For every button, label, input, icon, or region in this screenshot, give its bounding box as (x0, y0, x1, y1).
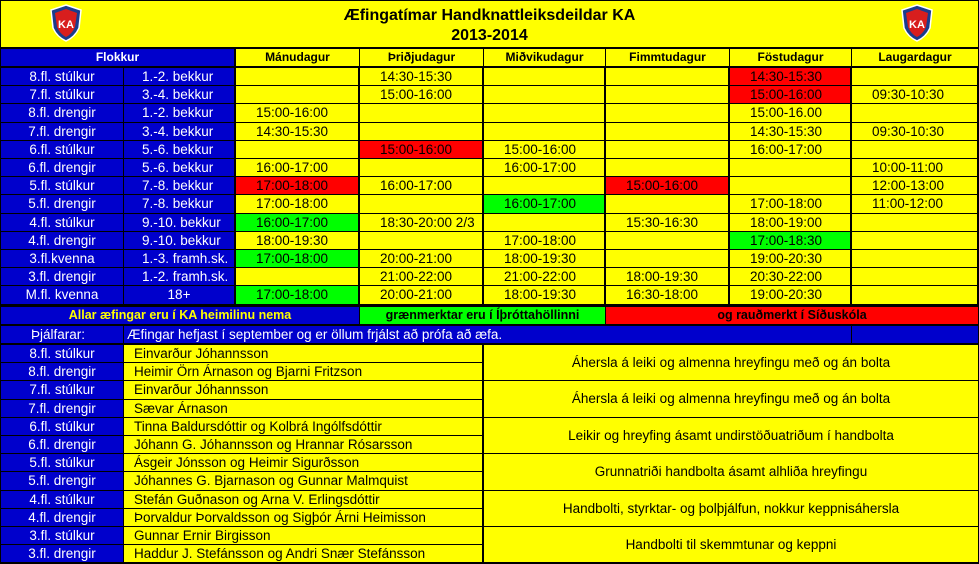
legend-blue (1, 307, 359, 324)
coach-name: Tinna Baldursdóttir og Kolbrá Ingólfsdóttir (124, 418, 482, 435)
coach-flokkur: 6.fl. drengir (1, 436, 123, 453)
schedule-cell (852, 268, 977, 285)
legend-green (360, 307, 605, 324)
row-bekkur: 1.-2. framh.sk. (124, 268, 234, 285)
coach-flokkur: 3.fl. stúlkur (1, 527, 123, 544)
coaches-note-end (852, 326, 978, 343)
coach-name: Jóhannes G. Bjarnason og Gunnar Malmquist (124, 472, 482, 490)
schedule-cell (484, 104, 604, 122)
schedule-cell (236, 68, 358, 85)
row-flokkur: 4.fl. drengir (1, 232, 123, 249)
schedule-cell (852, 250, 977, 267)
coach-name: Haddur J. Stefánsson og Andri Snær Stefánsson (124, 545, 482, 562)
coach-name: Gunnar Ernir Birgisson (124, 527, 482, 544)
row-bekkur: 1.-2. bekkur (124, 104, 234, 122)
schedule-cell (606, 195, 728, 213)
row-flokkur: 3.fl.kvenna (1, 250, 123, 267)
coach-flokkur: 7.fl. stúlkur (1, 381, 123, 399)
schedule-cell: 19:00-20:30 (730, 286, 850, 304)
row-flokkur: 7.fl. stúlkur (1, 86, 123, 103)
coach-flokkur: 3.fl. drengir (1, 545, 123, 562)
schedule-cell: 10:00-11:00 (852, 159, 977, 176)
coach-flokkur: 4.fl. drengir (1, 509, 123, 526)
schedule-cell: 14:30-15:30 (730, 123, 850, 140)
schedule-cell: 09:30-10:30 (852, 86, 977, 103)
coaches-header-label (1, 326, 123, 343)
schedule-cell (360, 195, 482, 213)
row-flokkur: 5.fl. stúlkur (1, 177, 123, 194)
schedule-cell: 14:30-15:30 (236, 123, 358, 140)
row-bekkur: 3.-4. bekkur (124, 123, 234, 140)
schedule-cell (360, 104, 482, 122)
schedule-cell: 17:00-18:00 (236, 195, 358, 213)
schedule-cell: 14:30-15:30 (730, 68, 850, 85)
schedule-cell: 19:00-20:30 (730, 250, 850, 267)
schedule-cell: 12:00-13:00 (852, 177, 977, 194)
schedule-cell: 18:00-19:00 (730, 214, 850, 231)
row-flokkur: 8.fl. stúlkur (1, 68, 123, 85)
schedule-cell: 15:00-16:00 (606, 177, 728, 194)
coach-flokkur: 8.fl. stúlkur (1, 345, 123, 362)
header-day-5: Föstudagur (730, 49, 851, 66)
schedule-cell: 18:00-19:30 (484, 286, 604, 304)
row-bekkur: 1.-2. bekkur (124, 68, 234, 85)
coach-name: Einvarður Jóhannsson (124, 345, 482, 362)
schedule-cell (236, 141, 358, 158)
schedule-cell (606, 250, 728, 267)
row-bekkur: 9.-10. bekkur (124, 232, 234, 249)
coach-name: Stefán Guðnason og Arna V. Erlingsdóttir (124, 491, 482, 508)
coaches-note (124, 326, 851, 343)
schedule-cell: 18:00-19:30 (236, 232, 358, 249)
schedule-cell (852, 104, 977, 122)
schedule-cell: 16:00-17:00 (484, 159, 604, 176)
row-bekkur: 3.-4. bekkur (124, 86, 234, 103)
coaches-label: Þjálfarar: (31, 327, 86, 342)
schedule-cell: 15:00-16:00 (360, 86, 482, 103)
schedule-cell: 17:00-18:00 (236, 250, 358, 267)
legend-red (606, 307, 978, 324)
schedule-cell: 16:00-17:00 (730, 141, 850, 158)
schedule-cell: 15:00-16:00 (484, 141, 604, 158)
schedule-cell (236, 86, 358, 103)
schedule-cell: 18:00-19:30 (484, 250, 604, 267)
schedule-cell (484, 177, 604, 194)
schedule-cell (606, 123, 728, 140)
focus-description: Handbolti til skemmtunar og keppni (484, 527, 978, 562)
schedule-cell: 17:00-18:00 (730, 195, 850, 213)
season-label: 2013-2014 (451, 27, 528, 44)
schedule-cell (606, 86, 728, 103)
schedule-cell: 16:30-18:00 (606, 286, 728, 304)
schedule-cell (606, 141, 728, 158)
row-bekkur: 18+ (124, 286, 234, 304)
schedule-cell (606, 232, 728, 249)
legend-blue-text: Allar æfingar eru í KA heimilinu nema (68, 308, 292, 322)
header-day-1: Mánudagur (236, 49, 359, 66)
schedule-cell: 20:00-21:00 (360, 250, 482, 267)
coach-flokkur: 5.fl. stúlkur (1, 454, 123, 471)
row-bekkur: 5.-6. bekkur (124, 141, 234, 158)
schedule-cell (484, 68, 604, 85)
coach-flokkur: 4.fl. stúlkur (1, 491, 123, 508)
coach-name: Jóhann G. Jóhannsson og Hrannar Rósarsson (124, 436, 482, 453)
focus-description: Handbolti, styrktar- og þolþjálfun, nokkur keppnisáhersla (484, 491, 978, 526)
schedule-cell (236, 268, 358, 285)
legend-green-text: grænmerktar eru í Íþróttahöllinni (385, 308, 580, 322)
schedule-cell: 17:00-18:30 (730, 232, 850, 249)
schedule-cell: 18:00-19:30 (606, 268, 728, 285)
schedule-cell: 14:30-15:30 (360, 68, 482, 85)
row-flokkur: 7.fl. drengir (1, 123, 123, 140)
schedule-cell (852, 68, 977, 85)
header-day-4: Fimmtudagur (606, 49, 729, 66)
focus-description: Grunnatriði handbolta ásamt alhliða hreyfingu (484, 454, 978, 490)
schedule-cell (360, 159, 482, 176)
row-flokkur: 6.fl. drengir (1, 159, 123, 176)
schedule-cell (852, 214, 977, 231)
schedule-cell: 20:30-22:00 (730, 268, 850, 285)
schedule-cell: 21:00-22:00 (484, 268, 604, 285)
schedule-cell: 16:00-17:00 (484, 195, 604, 213)
row-flokkur: 6.fl. stúlkur (1, 141, 123, 158)
row-flokkur: M.fl. kvenna (1, 286, 123, 304)
schedule-cell (730, 159, 850, 176)
header-flokkur: Flokkur (1, 49, 234, 66)
focus-description: Áhersla á leiki og almenna hreyfingu með og án bolta (484, 345, 978, 380)
schedule-cell: 15:00-16:00 (730, 86, 850, 103)
coach-name: Heimir Örn Árnason og Bjarni Fritzson (124, 363, 482, 380)
schedule-cell: 15:30-16:30 (606, 214, 728, 231)
schedule-cell: 18:30-20:00 2/3 (360, 214, 482, 231)
schedule-cell (484, 123, 604, 140)
schedule-cell (360, 232, 482, 249)
schedule-cell: 17:00-18:00 (236, 286, 358, 304)
coach-flokkur: 6.fl. stúlkur (1, 418, 123, 435)
coach-name: Ásgeir Jónsson og Heimir Sigurðsson (124, 454, 482, 471)
schedule-cell: 16:00-17:00 (236, 159, 358, 176)
schedule-cell (606, 159, 728, 176)
coach-name: Sævar Árnason (124, 400, 482, 417)
schedule-cell: 16:00-17:00 (236, 214, 358, 231)
logo-text: KA (909, 19, 925, 31)
note-text: Æfingar hefjast í september og er öllum frjálst að prófa að æfa. (127, 327, 503, 342)
schedule-cell (606, 68, 728, 85)
row-bekkur: 9.-10. bekkur (124, 214, 234, 231)
focus-description: Áhersla á leiki og almenna hreyfingu með og án bolta (484, 381, 978, 417)
schedule-cell (852, 141, 977, 158)
legend-red-text: og rauðmerkt í Síðuskóla (717, 308, 867, 322)
schedule-cell: 16:00-17:00 (360, 177, 482, 194)
schedule-cell: 15:00-16:00 (360, 141, 482, 158)
ka-logo-left (50, 4, 82, 42)
schedule-cell (606, 104, 728, 122)
row-flokkur: 4.fl. stúlkur (1, 214, 123, 231)
schedule-cell: 21:00-22:00 (360, 268, 482, 285)
coach-name: Einvarður Jóhannsson (124, 381, 482, 399)
ka-logo-right (901, 4, 933, 42)
header-day-2: Þriðjudagur (360, 49, 483, 66)
page-title: Æfingatímar Handknattleiksdeildar KA (343, 7, 636, 24)
schedule-cell: 15:00-16.00 (730, 104, 850, 122)
schedule-cell: 09:30-10:30 (852, 123, 977, 140)
row-bekkur: 5.-6. bekkur (124, 159, 234, 176)
header-day-3: Miðvikudagur (484, 49, 605, 66)
schedule-cell: 20:00-21:00 (360, 286, 482, 304)
row-flokkur: 8.fl. drengir (1, 104, 123, 122)
schedule-cell: 17:00-18:00 (484, 232, 604, 249)
schedule-cell (484, 86, 604, 103)
schedule-cell: 15:00-16:00 (236, 104, 358, 122)
schedule-cell: 17:00-18:00 (236, 177, 358, 194)
logo-text: KA (58, 19, 74, 31)
row-bekkur: 1.-3. framh.sk. (124, 250, 234, 267)
focus-description: Leikir og hreyfing ásamt undirstöðuatriðum í handbolta (484, 418, 978, 453)
schedule-cell (360, 123, 482, 140)
coach-flokkur: 8.fl. drengir (1, 363, 123, 380)
row-bekkur: 7.-8. bekkur (124, 195, 234, 213)
title-banner (1, 1, 978, 47)
row-flokkur: 5.fl. drengir (1, 195, 123, 213)
schedule-cell (852, 232, 977, 249)
schedule-cell (852, 286, 977, 304)
coach-flokkur: 7.fl. drengir (1, 400, 123, 417)
schedule-cell (484, 214, 604, 231)
coach-name: Þorvaldur Þorvaldsson og Sigþór Árni Heimisson (124, 509, 482, 526)
header-day-6: Laugardagur (852, 49, 978, 66)
schedule-cell: 11:00-12:00 (852, 195, 977, 213)
schedule-cell (730, 177, 850, 194)
row-flokkur: 3.fl. drengir (1, 268, 123, 285)
coach-flokkur: 5.fl. drengir (1, 472, 123, 490)
row-bekkur: 7.-8. bekkur (124, 177, 234, 194)
